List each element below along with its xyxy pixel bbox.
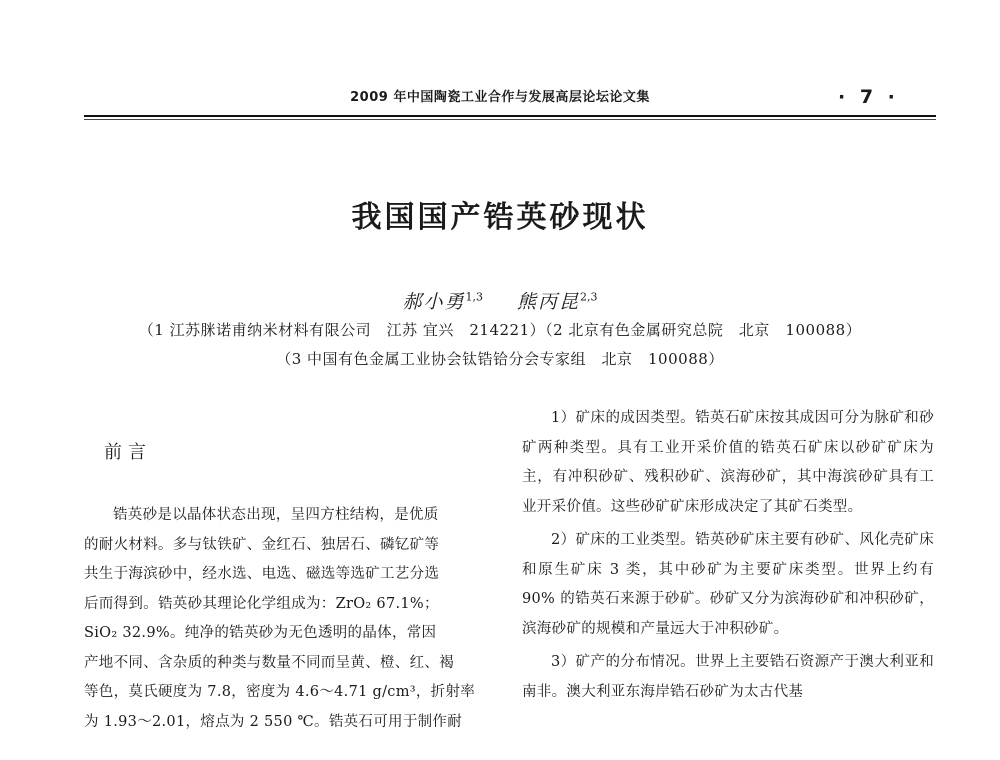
author-line [0, 285, 1000, 315]
header-rule-thin [84, 119, 936, 120]
paragraph-distribution: 3）矿产的分布情况。世界上主要锆石资源产于澳大利亚和南非。澳大利亚东海岸锆石砂矿为太古代基 [522, 654, 934, 700]
running-header [0, 88, 1000, 112]
author-2 [517, 291, 598, 313]
author-2-name: 熊丙昆 [517, 291, 581, 314]
paragraph-deposit-industrial-types: 2）矿床的工业类型。锆英砂矿床主要有砂矿、风化壳矿床和原生矿床 3 类，其中砂矿为主要矿床类型。世界上约有 90% 的锆英石来源于砂矿。砂矿又分为滨海砂矿和冲积砂矿，滨海砂矿的规模和产量远大于冲积砂矿。 [522, 532, 934, 637]
journal-title: 2009 年中国陶瓷工业合作与发展高层论坛论文集 [350, 90, 650, 105]
section-heading: 前言 [104, 442, 152, 463]
intro-line: 为 1.93～2.01，熔点为 2 550 ℃。锆英石可用于制作耐 [84, 713, 463, 730]
intro-line: 后而得到。锆英砂其理论化学组成为：ZrO₂ 67.1%； [84, 595, 439, 612]
affiliation-line-1: （1 江苏脒诺甫纳米材料有限公司 江苏 宜兴 214221）（2 北京有色金属研究总院 北京 100088） [138, 321, 862, 339]
author-1 [402, 291, 483, 313]
right-column [522, 404, 934, 707]
intro-line: 锆英砂是以晶体状态出现，呈四方柱结构，是优质 [113, 507, 439, 523]
header-rule-thick [84, 115, 936, 117]
intro-line: SiO₂ 32.9%。纯净的锆英砂为无色透明的晶体，常因 [84, 625, 437, 641]
page-number: · 7 · [838, 86, 899, 108]
intro-line: 共生于海滨砂中，经水选、电选、磁选等选矿工艺分选 [84, 566, 440, 582]
author-2-affil-marker: 2,3 [580, 291, 598, 304]
intro-line: 的耐火材料。多与钛铁矿、金红石、独居石、磷钇矿等 [84, 536, 440, 553]
affiliation-line-2: （3 中国有色金属工业协会钛锆铪分会专家组 北京 100088） [276, 350, 724, 368]
intro-line: 等色，莫氏硬度为 7.8，密度为 4.6～4.71 g/cm³，折射率 [84, 684, 476, 700]
author-1-affil-marker: 1,3 [465, 291, 483, 304]
intro-line: 产地不同、含杂质的种类与数量不同而呈黄、橙、红、褐 [84, 654, 454, 671]
paragraph-deposit-genesis: 1）矿床的成因类型。锆英石矿床按其成因可分为脉矿和砂矿两种类型。具有工业开采价值的锆英石矿床以砂矿矿床为主，有冲积砂矿、残积砂矿、滨海砂矿，其中海滨砂矿具有工业开采价值。这些砂矿矿床形成决定了其矿石类型。 [522, 410, 934, 515]
left-column [84, 501, 488, 737]
author-1-name: 郝小勇 [402, 291, 466, 314]
article-title: 我国国产锆英砂现状 [351, 200, 649, 235]
